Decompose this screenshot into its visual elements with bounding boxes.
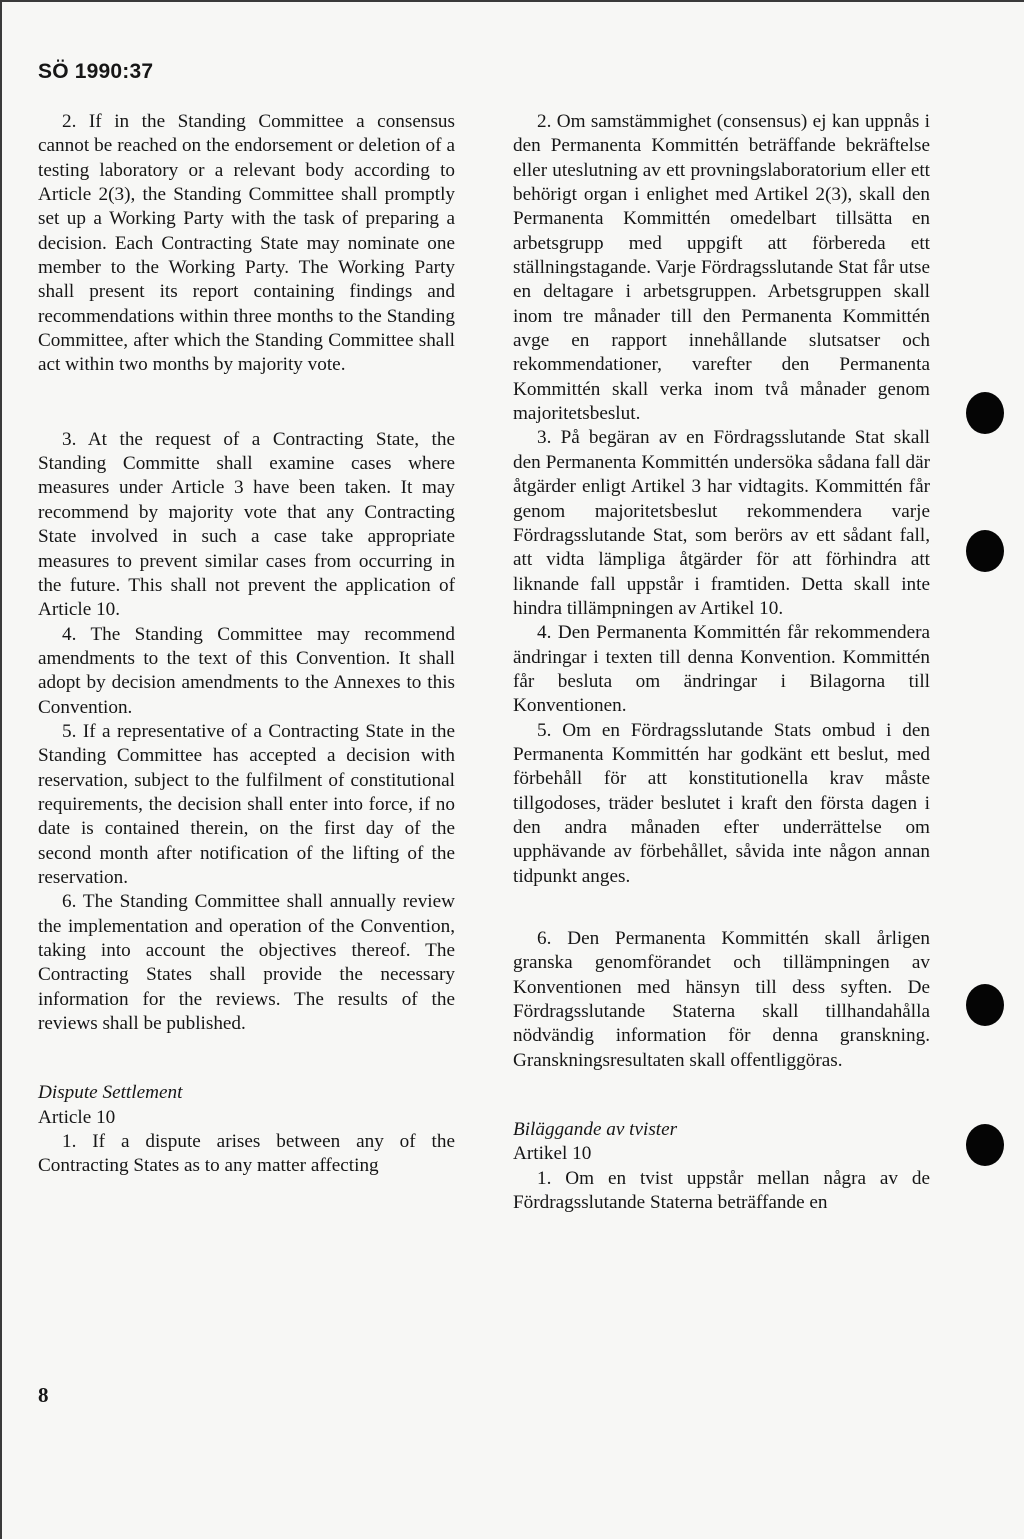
- document-reference: SÖ 1990:37: [38, 60, 154, 83]
- swedish-paragraph-5: 5. Om en Fördragsslutande Stats ombud i den Permanenta Kommittén har godkänt ett beslut, med förbehåll för att konstitutionella krav måste tillgodoses, träder beslutet i kraft den första dagen i den andra månaden efter underrättelse om upphävande av förbehållet, såvida inte någon annan tidpunkt anges.: [513, 719, 930, 887]
- english-paragraph-4: 4. The Standing Committee may recommend amendments to the text of this Convention. It shall adopt by decision amendments to the Annexes to this Convention.: [38, 623, 455, 718]
- swedish-paragraph-2: 2. Om samstämmighet (consensus) ej kan uppnås i den Permanenta Kommittén beträffande bekräftelse eller uteslutning av ett provningslaboratorium eller ett behörigt organ i enlighet med Artikel 2(3), skall den Permanenta Kommittén omedelbart tillsätta en arbetsgrupp med uppgift att förbereda ett ställningstagande. Varje Fördragsslutande Stat får utse en deltagare i arbetsgruppen. Arbetsgruppen skall inom tre månader till den Permanenta Kommittén avge en rapport innehållande slutsatser och rekommendationer, varefter den Permanenta Kommittén skall verka inom två månader genom majoritetsbeslut.: [513, 111, 930, 425]
- english-paragraph-3: 3. At the request of a Contracting State, the Standing Committe shall examine cases where measures under Article 3 have been taken. It may recommend by majority vote that any Contracting State involved in such a case take appropriate measures to prevent similar cases from occurring in the future. This shall not prevent the application of Article 10.: [38, 428, 455, 621]
- spacer: [38, 1036, 455, 1081]
- punch-hole-mark: [966, 1124, 1004, 1166]
- swedish-paragraph-4: 4. Den Permanenta Kommittén får rekommendera ändringar i texten till denna Konvention. Kommittén får besluta om ändringar i Bilagorna till Konventionen.: [513, 622, 930, 717]
- swedish-paragraph-3: 3. På begäran av en Fördragsslutande Stat skall den Permanenta Kommittén undersöka sådana fall där åtgärder enligt Artikel 3 har vidtagits. Kommittén får genom majoritetsbeslut rekommendera varje Fördragsslutande Stat, som berörs av ett sådant fall, att vidta lämpliga åtgärder för att förhindra att liknande fall uppstår i framtiden. Detta skall inte hindra tillämpningen av Artikel 10.: [513, 427, 930, 619]
- punch-hole-mark: [966, 392, 1004, 434]
- english-article-title: Article 10: [38, 1106, 116, 1128]
- spacer: [38, 378, 455, 428]
- english-paragraph-5: 5. If a representative of a Contracting State in the Standing Committee has accepted a decision with reservation, subject to the fulfilment of constitutional requirements, the decision shall enter into force, if no date is contained therein, on the first day of the second month after notification of the lifting of the reservation.: [38, 720, 455, 888]
- english-paragraph-2: 2. If in the Standing Committee a consensus cannot be reached on the endorsement or deletion of a testing laboratory or a relevant body according to Article 2(3), the Standing Committee shall promptly set up a Working Party with the task of preparing a decision. Each Contracting State may nominate one member to the Working Party. The Working Party shall present its report containing findings and recommendations within three months to the Standing Committee, after which the Standing Committee shall act within two months by majority vote.: [38, 111, 455, 376]
- swedish-article-paragraph-1: 1. Om en tvist uppstår mellan några av de Fördragsslutande Staterna beträffande en: [513, 1167, 930, 1214]
- swedish-section-heading: Biläggande av tvister: [513, 1119, 678, 1141]
- swedish-column: [513, 110, 930, 1215]
- english-section-heading: Dispute Settlement: [38, 1082, 183, 1104]
- punch-hole-mark: [966, 984, 1004, 1026]
- english-article-paragraph-1: 1. If a dispute arises between any of the Contracting States as to any matter affecting: [38, 1131, 455, 1177]
- english-paragraph-6: 6. The Standing Committee shall annually review the implementation and operation of the Convention, taking into account the objectives thereof. The Contracting States shall provide the necessary information for the reviews. The results of the reviews shall be published.: [38, 891, 455, 1035]
- swedish-article-title: Artikel 10: [513, 1143, 592, 1165]
- punch-hole-mark: [966, 530, 1004, 572]
- swedish-paragraph-6: 6. Den Permanenta Kommittén skall årligen granska genomförandet och tillämpningen av Konventionen med hänsyn till dess syften. De Fördragsslutande Staterna skall tillhandahålla nödvändig information för denna granskning. Granskningsresultaten skall offentliggöras.: [513, 928, 930, 1071]
- spacer: [513, 889, 930, 927]
- page-number: 8: [38, 1383, 49, 1407]
- english-column: [38, 110, 455, 1179]
- spacer: [513, 1073, 930, 1118]
